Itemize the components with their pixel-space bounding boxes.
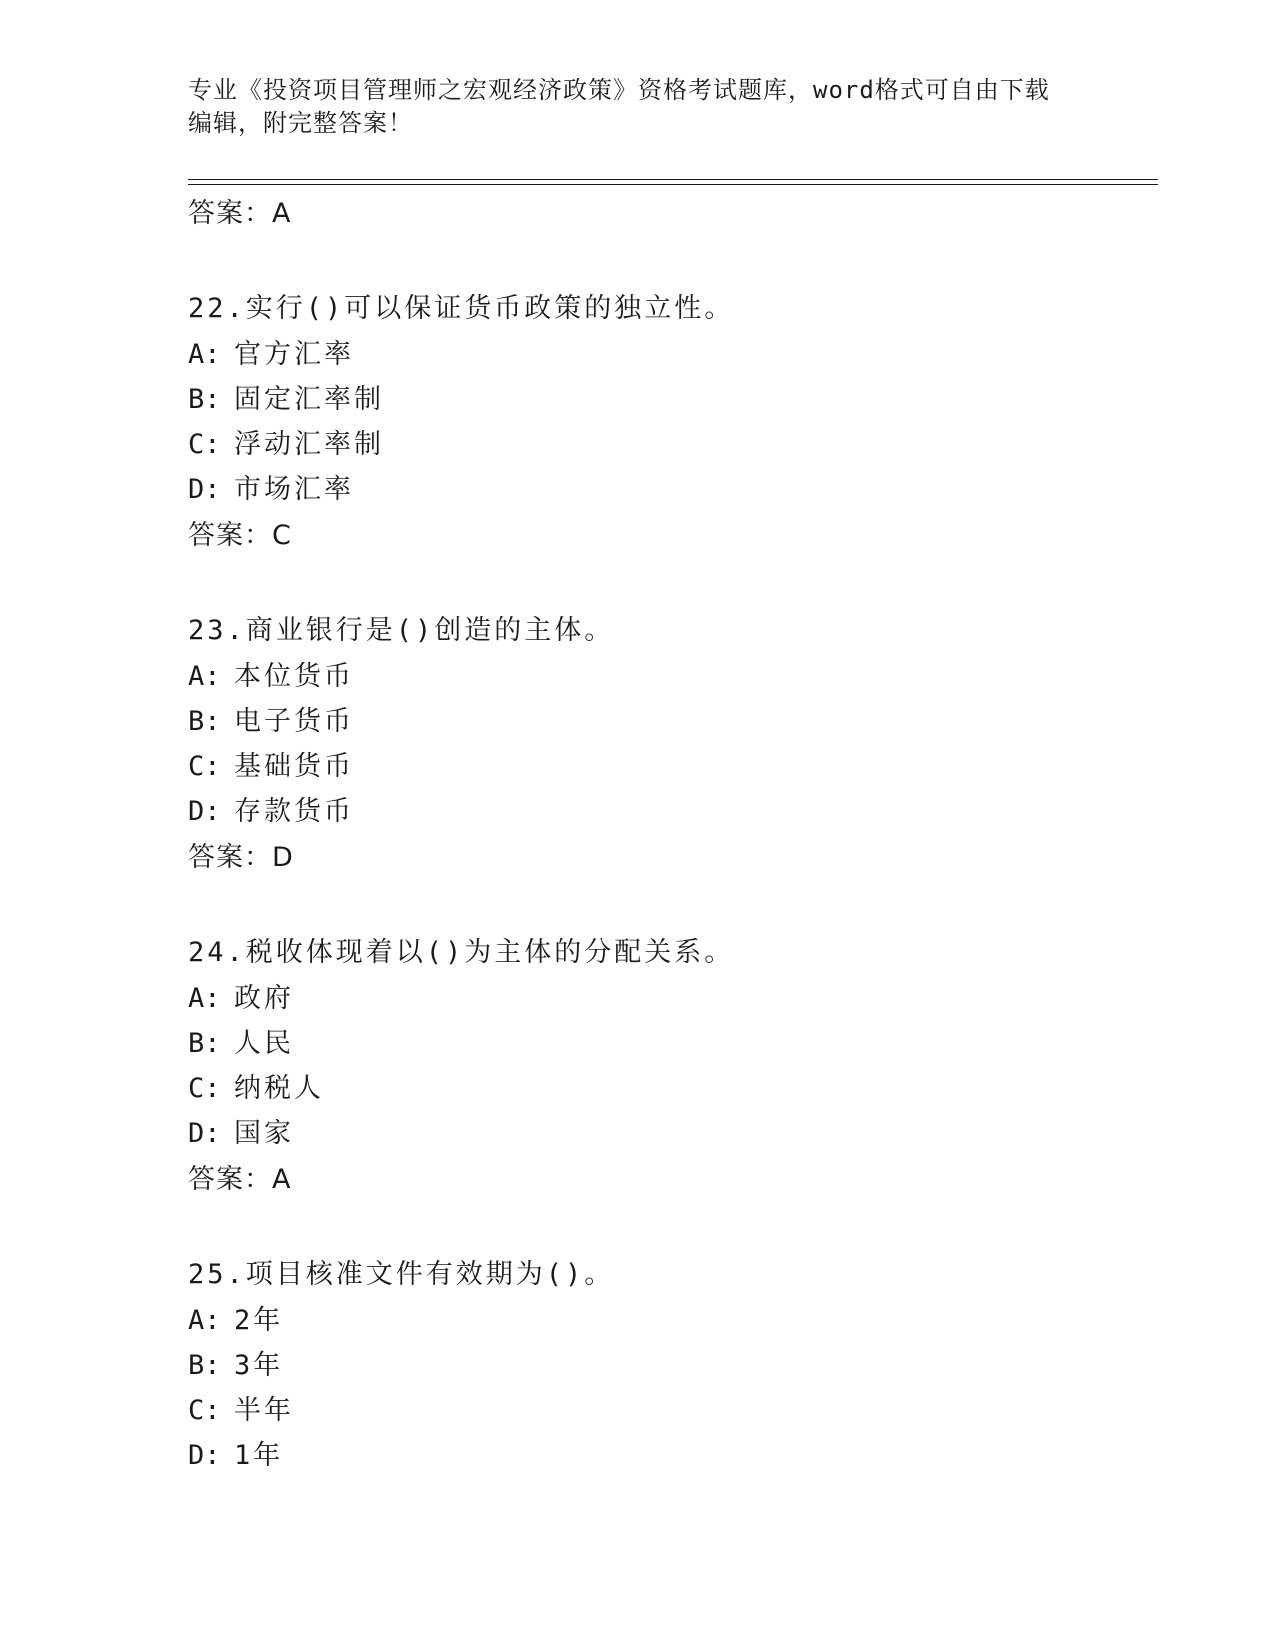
option-label: A:	[188, 1305, 221, 1336]
option-text: 本位货币	[234, 661, 354, 692]
option-a	[188, 976, 1148, 1021]
header-divider-top	[188, 179, 1158, 180]
option-label: D:	[188, 1440, 221, 1471]
option-d	[188, 1111, 1148, 1156]
question-stem: 22.实行()可以保证货币政策的独立性。	[188, 293, 735, 324]
answer-line: 答案：D	[188, 842, 294, 873]
option-text: 国家	[234, 1118, 294, 1149]
option-text: 1年	[234, 1440, 284, 1471]
option-label: B:	[188, 384, 221, 415]
option-text: 基础货币	[234, 751, 354, 782]
option-text: 3年	[234, 1350, 284, 1381]
option-d	[188, 1433, 1148, 1478]
option-d	[188, 789, 1148, 834]
option-b	[188, 699, 1148, 744]
option-text: 电子货币	[234, 706, 354, 737]
option-c	[188, 1388, 1148, 1433]
option-label: C:	[188, 1395, 221, 1426]
option-label: C:	[188, 1073, 221, 1104]
option-label: A:	[188, 339, 221, 370]
option-label: D:	[188, 474, 221, 505]
answer-line: 答案：A	[188, 198, 292, 229]
option-c	[188, 1066, 1148, 1111]
option-label: A:	[188, 661, 221, 692]
option-a	[188, 1298, 1148, 1343]
question-stem: 23.商业银行是()创造的主体。	[188, 615, 615, 646]
option-text: 半年	[234, 1395, 294, 1426]
option-text: 政府	[234, 983, 294, 1014]
option-b	[188, 377, 1148, 422]
option-text: 浮动汇率制	[234, 429, 384, 460]
option-text: 存款货币	[234, 796, 354, 827]
document-header: 专业《投资项目管理师之宏观经济政策》资格考试题库，word格式可自由下载编辑，附完整答案！	[188, 76, 1050, 137]
option-label: D:	[188, 1118, 221, 1149]
option-text: 市场汇率	[234, 474, 354, 505]
option-label: A:	[188, 983, 221, 1014]
question-stem: 25.项目核准文件有效期为()。	[188, 1259, 615, 1290]
option-text: 人民	[234, 1028, 294, 1059]
option-label: C:	[188, 751, 221, 782]
option-b	[188, 1021, 1148, 1066]
option-text: 2年	[234, 1305, 284, 1336]
question-list	[188, 190, 1148, 1478]
option-c	[188, 422, 1148, 467]
option-text: 官方汇率	[234, 339, 354, 370]
question-stem: 24.税收体现着以()为主体的分配关系。	[188, 937, 735, 968]
option-label: C:	[188, 429, 221, 460]
option-c	[188, 744, 1148, 789]
option-label: B:	[188, 1028, 221, 1059]
option-label: B:	[188, 706, 221, 737]
option-a	[188, 332, 1148, 377]
option-text: 固定汇率制	[234, 384, 384, 415]
answer-line: 答案：C	[188, 520, 292, 551]
option-label: D:	[188, 796, 221, 827]
option-a	[188, 654, 1148, 699]
option-d	[188, 467, 1148, 512]
header-divider-bottom	[188, 184, 1158, 185]
answer-line: 答案：A	[188, 1164, 292, 1195]
option-label: B:	[188, 1350, 221, 1381]
option-text: 纳税人	[234, 1073, 324, 1104]
option-b	[188, 1343, 1148, 1388]
